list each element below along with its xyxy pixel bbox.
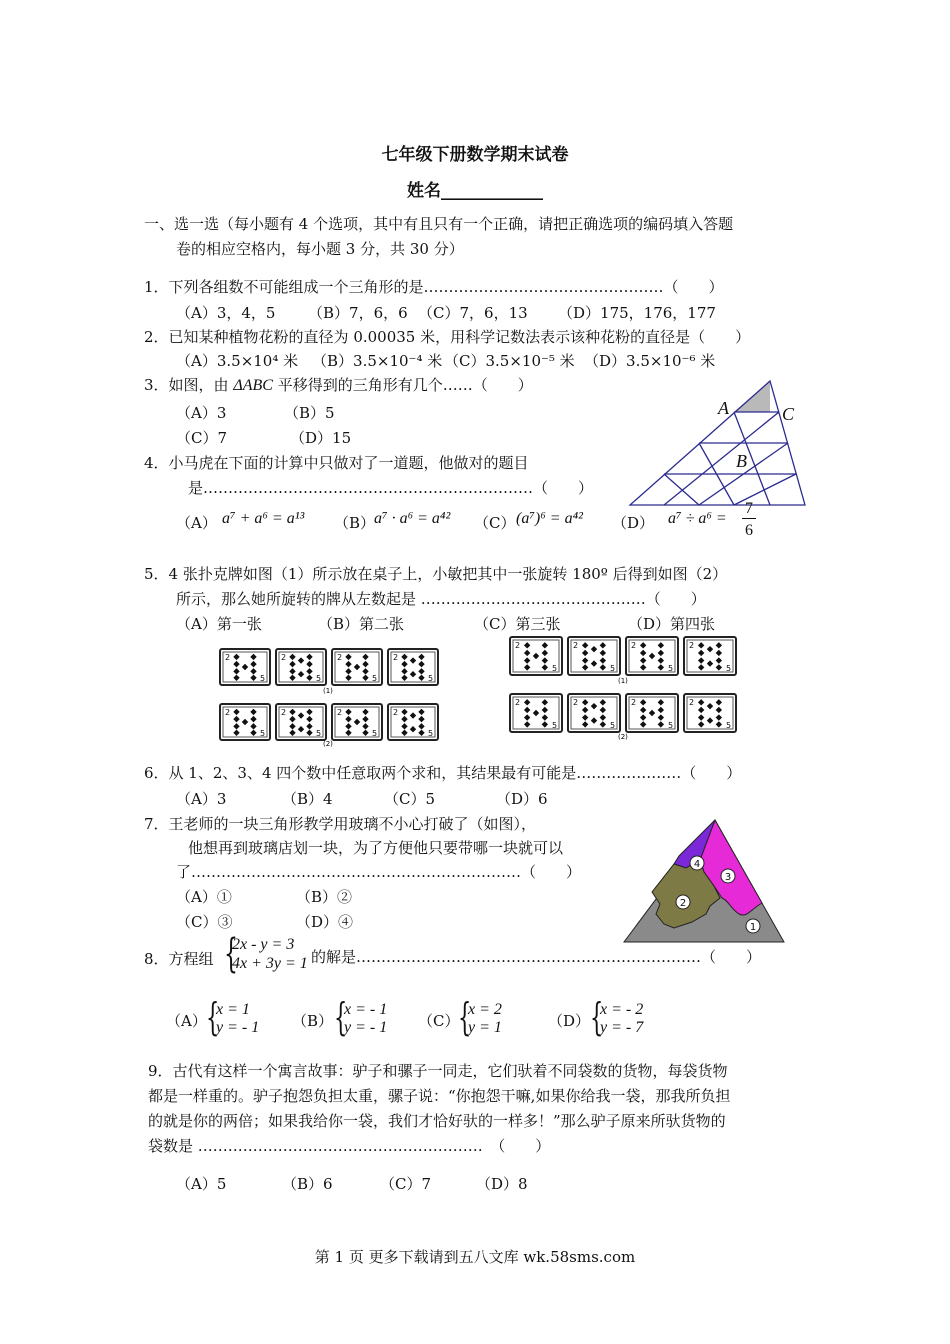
q1-stem: 1．下列各组数不可能组成一个三角形的是…………………………………………（ ） xyxy=(144,278,724,296)
q8-option-c-label: （C） xyxy=(418,1012,460,1030)
q2-option-c: （C）3.5×10⁻⁵ 米 xyxy=(444,352,575,370)
svg-text:5: 5 xyxy=(610,721,616,730)
q8-option-d-y: y = - 7 xyxy=(600,1019,644,1036)
section-heading-line1: 一、选一选（每小题有 4 个选项，其中有且只有一个正确，请把正确选项的编码填入答题 xyxy=(144,215,734,233)
q8-stem-suffix: 的解是……………………………………………………………（ ） xyxy=(311,948,762,966)
q4-option-a-label: （A） xyxy=(176,514,217,532)
q9-line4: 袋数是 ………………………………………………… （ ） xyxy=(148,1137,551,1155)
svg-text:5: 5 xyxy=(668,664,674,673)
svg-text:2: 2 xyxy=(515,641,521,650)
playing-card xyxy=(684,637,736,675)
q8-eq1: 2x - y = 3 xyxy=(232,936,295,953)
playing-card xyxy=(568,637,620,675)
q8-brace: { xyxy=(224,931,238,977)
svg-text:5: 5 xyxy=(372,674,378,683)
q9-option-d: （D）8 xyxy=(476,1175,528,1193)
label-a: A xyxy=(718,398,729,418)
q7-option-b: （B）② xyxy=(296,888,353,906)
q9-line3: 的就是你的两倍；如果我给你一袋，我们才恰好驮的一样多！”那么驴子原来所驮货物的 xyxy=(148,1112,726,1130)
playing-card xyxy=(220,649,270,685)
q8-option-a-brace: { xyxy=(206,995,220,1039)
q5-option-a: （A）第一张 xyxy=(176,615,262,633)
q8-option-d-brace: { xyxy=(590,995,604,1039)
svg-text:2: 2 xyxy=(225,653,231,662)
q8-stem-prefix: 8．方程组 xyxy=(144,950,214,968)
svg-text:5: 5 xyxy=(610,664,616,673)
q5-stem-line2: 所示，那么她所旋转的牌从左数起是 ………………………………………（ ） xyxy=(176,590,706,608)
q6-option-b: （B）4 xyxy=(282,790,333,808)
q3-option-c: （C）7 xyxy=(176,429,228,447)
q8-option-b-x: x = - 1 xyxy=(344,1001,388,1018)
q4-option-d-numerator: 7 xyxy=(742,500,756,519)
q9-line1: 9．古代有这样一个寓言故事：驴子和骡子一同走，它们驮着不同袋数的货物，每袋货物 xyxy=(148,1062,728,1080)
playing-card xyxy=(626,694,678,732)
svg-text:2: 2 xyxy=(631,698,637,707)
q6-option-c: （C）5 xyxy=(384,790,436,808)
svg-text:5: 5 xyxy=(668,721,674,730)
q8-option-b-y: y = - 1 xyxy=(344,1019,388,1036)
svg-text:5: 5 xyxy=(316,674,322,683)
glass-label-4: 4 xyxy=(693,859,701,870)
q4-option-d-expr: a⁷ ÷ a⁶ = xyxy=(668,510,727,527)
svg-text:2: 2 xyxy=(281,708,287,717)
svg-text:2: 2 xyxy=(337,708,343,717)
playing-card xyxy=(332,704,382,740)
svg-text:2: 2 xyxy=(281,653,287,662)
playing-card xyxy=(510,694,562,732)
svg-text:5: 5 xyxy=(726,721,732,730)
q4-option-a-expr: a⁷ + a⁶ = a¹³ xyxy=(222,510,305,527)
q3-option-d: （D）15 xyxy=(290,429,352,447)
q1-option-c: （C）7，6，13 xyxy=(418,304,528,322)
playing-card xyxy=(568,694,620,732)
svg-text:2: 2 xyxy=(225,708,231,717)
q1-option-d: （D）175，176，177 xyxy=(558,304,716,322)
q7-option-c: （C）③ xyxy=(176,913,233,931)
svg-text:5: 5 xyxy=(428,674,434,683)
q8-option-b-label: （B） xyxy=(292,1012,334,1030)
q7-stem-line3: 了…………………………………………………………（ ） xyxy=(176,863,582,881)
q9-option-c: （C）7 xyxy=(380,1175,432,1193)
q8-option-a-y: y = - 1 xyxy=(216,1019,260,1036)
playing-card xyxy=(276,649,326,685)
svg-text:2: 2 xyxy=(573,641,579,650)
q3-triangle-symbol: ΔABC xyxy=(233,377,273,394)
q6-option-a: （A）3 xyxy=(176,790,227,808)
q8-option-d-x: x = - 2 xyxy=(600,1001,644,1018)
playing-card xyxy=(626,637,678,675)
playing-card xyxy=(684,694,736,732)
fig2-caption-right: (2) xyxy=(618,733,628,741)
q4-option-b-expr: a⁷ · a⁶ = a⁴² xyxy=(374,510,451,527)
q8-eq2: 4x + 3y = 1 xyxy=(232,955,308,972)
label-b: B xyxy=(736,451,747,471)
q4-option-c-label: （C） xyxy=(474,514,516,532)
q3-option-b: （B）5 xyxy=(284,404,335,422)
q7-broken-glass-figure xyxy=(622,818,786,944)
q7-stem-line2: 他想再到玻璃店划一块，为了方便他只要带哪一块就可以 xyxy=(188,839,564,857)
label-c: C xyxy=(782,404,795,424)
svg-text:2: 2 xyxy=(631,641,637,650)
glass-label-3: 3 xyxy=(724,872,732,883)
q8-option-c-y: y = 1 xyxy=(468,1019,502,1036)
q9-line2: 都是一样重的。驴子抱怨负担太重，骡子说：“你抱怨干嘛,如果你给我一袋，那我所负担 xyxy=(148,1087,731,1105)
glass-label-2: 2 xyxy=(679,898,687,909)
q7-stem-line1: 7．王老师的一块三角形教学用玻璃不小心打破了（如图）， xyxy=(144,815,537,833)
svg-text:5: 5 xyxy=(260,729,266,738)
q9-option-a: （A）5 xyxy=(176,1175,227,1193)
section-heading-line2: 卷的相应空格内，每小题 3 分，共 30 分） xyxy=(176,240,464,258)
svg-text:2: 2 xyxy=(689,641,695,650)
svg-text:5: 5 xyxy=(726,664,732,673)
q8-option-c-x: x = 2 xyxy=(468,1001,502,1018)
q8-option-c-brace: { xyxy=(458,995,472,1039)
q2-option-b: （B）3.5×10⁻⁴ 米 xyxy=(312,352,443,370)
q5-cards-figure-right xyxy=(508,634,744,740)
q2-option-a: （A）3.5×10⁴ 米 xyxy=(176,352,299,370)
q5-option-c: （C）第三张 xyxy=(474,615,561,633)
q4-option-b-label: （B） xyxy=(334,514,376,532)
q4-option-d-label: （D） xyxy=(612,514,655,532)
svg-text:5: 5 xyxy=(316,729,322,738)
fig2-caption: (2) xyxy=(323,740,333,748)
q3-option-a: （A）3 xyxy=(176,404,227,422)
svg-text:2: 2 xyxy=(393,708,399,717)
q8-option-a-x: x = 1 xyxy=(216,1001,250,1018)
q7-option-d: （D）④ xyxy=(296,913,354,931)
q8-option-d-label: （D） xyxy=(548,1012,591,1030)
playing-card xyxy=(388,649,438,685)
svg-text:2: 2 xyxy=(393,653,399,662)
fig1-caption: (1) xyxy=(323,687,333,695)
glass-label-1: 1 xyxy=(749,922,757,933)
q2-option-d: （D）3.5×10⁻⁶ 米 xyxy=(584,352,716,370)
q5-stem-line1: 5．4 张扑克牌如图（1）所示放在桌子上，小敏把其中一张旋转 180º 后得到如图（2） xyxy=(144,565,728,583)
svg-text:2: 2 xyxy=(337,653,343,662)
svg-text:5: 5 xyxy=(552,664,558,673)
q9-option-b: （B）6 xyxy=(282,1175,333,1193)
svg-text:2: 2 xyxy=(515,698,521,707)
svg-text:2: 2 xyxy=(573,698,579,707)
q6-option-d: （D）6 xyxy=(496,790,548,808)
q5-option-b: （B）第二张 xyxy=(318,615,405,633)
q3-triangle-grid-figure xyxy=(628,378,808,508)
q4-stem-line2: 是…………………………………………………………（ ） xyxy=(188,479,594,497)
q3-stem xyxy=(144,374,533,395)
q7-option-a: （A）① xyxy=(176,888,232,906)
page-footer: 第 1 页 更多下载请到五八文库 wk.58sms.com xyxy=(314,1248,636,1266)
q3-stem-suffix: 平移得到的三角形有几个……（ ） xyxy=(277,376,533,394)
svg-text:5: 5 xyxy=(372,729,378,738)
svg-text:5: 5 xyxy=(428,729,434,738)
q4-option-d-denominator: 6 xyxy=(745,522,753,539)
q1-option-b: （B）7，6，6 xyxy=(308,304,408,322)
q8-option-b-brace: { xyxy=(334,995,348,1039)
playing-card xyxy=(276,704,326,740)
fig1-caption-right: (1) xyxy=(618,677,628,685)
q5-cards-figure-left xyxy=(218,646,442,746)
svg-text:2: 2 xyxy=(689,698,695,707)
svg-text:5: 5 xyxy=(552,721,558,730)
q3-stem-prefix: 3．如图，由 xyxy=(144,376,229,394)
q2-stem: 2．已知某种植物花粉的直径为 0.00035 米，用科学记数法表示该种花粉的直径是（ ） xyxy=(144,328,751,346)
q1-option-a: （A）3，4，5 xyxy=(176,304,276,322)
svg-text:5: 5 xyxy=(260,674,266,683)
q4-stem-line1: 4．小马虎在下面的计算中只做对了一道题，他做对的题目 xyxy=(144,454,529,472)
q5-option-d: （D）第四张 xyxy=(628,615,716,633)
q6-stem: 6．从 1、2、3、4 四个数中任意取两个求和，其结果最有可能是…………………（ ） xyxy=(144,764,742,782)
q4-option-c-expr: (a⁷)⁶ = a⁴² xyxy=(516,510,583,527)
playing-card xyxy=(220,704,270,740)
playing-card xyxy=(510,637,562,675)
playing-card xyxy=(332,649,382,685)
playing-card xyxy=(388,704,438,740)
q8-option-a-label: （A） xyxy=(166,1012,207,1030)
page-title: 七年级下册数学期末试卷 xyxy=(381,145,569,165)
name-field-label: 姓名____________ xyxy=(407,181,543,201)
